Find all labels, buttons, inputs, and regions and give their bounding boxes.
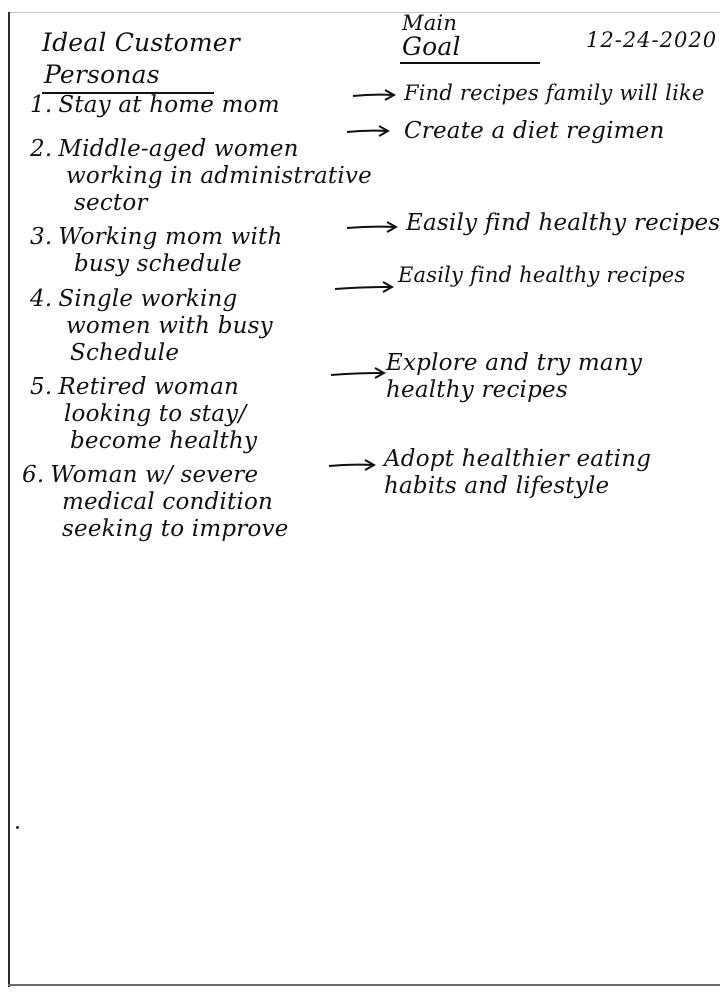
persona-text: become healthy <box>70 428 258 454</box>
persona-text: Retired woman <box>58 374 239 400</box>
persona-number: 1. <box>30 92 53 118</box>
goal-item-5 <box>386 350 642 404</box>
goal-text: Find recipes family will like <box>404 81 705 105</box>
right-arrow-icon <box>328 458 372 472</box>
goal-text: Easily find healthy recipes <box>406 210 721 236</box>
persona-text: Single working <box>58 286 238 312</box>
goal-item-2 <box>404 118 664 145</box>
right-arrow-icon <box>346 220 390 234</box>
persona-number: 4. <box>30 286 53 312</box>
persona-text: sector <box>74 190 148 216</box>
goal-heading-underline <box>400 62 540 64</box>
persona-item-4 <box>30 286 273 367</box>
goal-item-4 <box>398 262 685 289</box>
persona-text: Middle-aged women <box>58 136 299 162</box>
persona-item-5 <box>30 374 257 455</box>
persona-text: working in administrative <box>66 163 372 189</box>
persona-text: busy schedule <box>74 251 242 277</box>
goal-heading-line1: Main <box>402 11 458 35</box>
goal-item-1 <box>404 80 705 107</box>
page-left-edge <box>8 12 10 987</box>
persona-text: seeking to improve <box>62 516 289 542</box>
goal-text: Easily find healthy recipes <box>398 263 686 287</box>
persona-text: medical condition <box>62 489 274 515</box>
date-text: 12-24-2020 <box>586 28 718 52</box>
persona-number: 3. <box>30 224 53 250</box>
persona-number: 2. <box>30 136 53 162</box>
persona-text: Stay at home mom <box>58 92 280 118</box>
persona-text: women with busy <box>66 313 273 339</box>
right-arrow-icon <box>330 366 374 380</box>
goal-text: habits and lifestyle <box>384 473 610 499</box>
goal-item-6 <box>384 446 651 500</box>
persona-text: Woman w/ severe <box>50 462 259 488</box>
persona-text: Schedule <box>70 340 180 366</box>
persona-number: 5. <box>30 374 53 400</box>
personas-heading-line2: Personas <box>44 60 160 89</box>
persona-item-6 <box>22 462 289 543</box>
page-top-edge <box>8 12 720 13</box>
persona-item-2 <box>30 136 372 217</box>
persona-item-3 <box>30 224 283 278</box>
personas-heading-line1: Ideal Customer <box>42 28 240 57</box>
stray-ink-dot <box>16 826 19 829</box>
right-arrow-icon <box>334 280 378 294</box>
goal-text: Adopt healthier eating <box>384 446 652 472</box>
persona-text: Working mom with <box>58 224 283 250</box>
goal-item-3 <box>406 210 720 237</box>
page-bottom-edge <box>8 984 720 986</box>
goal-text: healthy recipes <box>386 377 568 403</box>
goal-text: Explore and try many <box>386 350 643 376</box>
persona-number: 6. <box>22 462 45 488</box>
goal-heading-line2: Goal <box>402 32 461 61</box>
persona-item-1 <box>30 92 280 119</box>
persona-text: looking to stay/ <box>64 401 247 427</box>
right-arrow-icon <box>346 124 390 138</box>
right-arrow-icon <box>352 88 396 102</box>
goal-text: Create a diet regimen <box>404 118 665 144</box>
